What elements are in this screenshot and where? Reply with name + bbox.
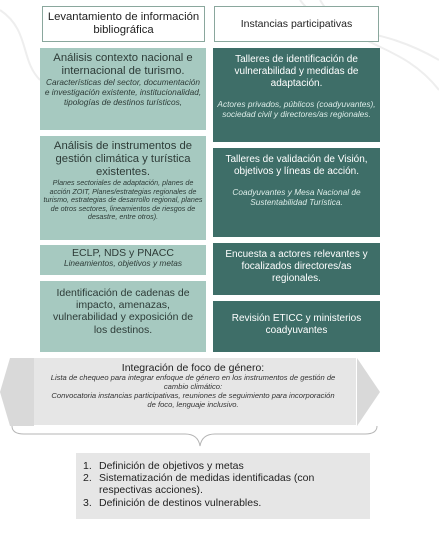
result-text: Definición de objetivos y metas: [99, 460, 244, 472]
box-validation-workshops: [213, 148, 380, 237]
header-participation: [214, 6, 379, 42]
result-item: [83, 497, 369, 509]
box-vulnerability-workshops: [213, 48, 380, 142]
validation-workshops-title: Talleres de validación de Visión, objetivos y líneas de acción.: [225, 154, 368, 177]
gender-convocation-text: Convocatoria instancias participativas, reuniones de seguimiento para incorporación de foco, lenguaje inclusivo.: [51, 390, 335, 409]
box-instruments-analysis: [40, 136, 206, 240]
etic-review-title: Revisión ETICC y ministerios coadyuvantes: [231, 313, 362, 336]
brace-connector: [0, 424, 439, 454]
result-number: 3.: [83, 496, 92, 509]
result-text: Sistematización de medidas identificadas (con respectivas acciones).: [99, 472, 315, 497]
result-text: Definición de destinos vulnerables.: [99, 496, 262, 509]
vulnerability-workshops-title: Talleres de identificación de vulnerabilidad y medidas de adaptación.: [234, 54, 359, 89]
header-literature: [42, 6, 205, 42]
gender-integration: [49, 362, 337, 410]
box-impact-chains: [40, 281, 206, 352]
vulnerability-workshops-detail: Actores privados, públicos (coadyuvantes), sociedad civil y directores/as regionales.: [217, 99, 376, 119]
results-box: [76, 453, 370, 519]
result-item: [83, 460, 369, 472]
box-context-analysis: [40, 48, 206, 130]
instruments-analysis-title: Análisis de instrumentos de gestión climática y turística existentes.: [53, 140, 193, 178]
box-survey: [213, 243, 380, 295]
header-participation-label: Instancias participativas: [240, 18, 353, 30]
validation-workshops-detail: Coadyuvantes y Mesa Nacional de Sustentabilidad Turística.: [232, 187, 361, 207]
result-item: [83, 472, 369, 496]
header-literature-label: Levantamiento de información bibliográfica: [47, 11, 200, 36]
result-number: 1.: [83, 460, 92, 472]
survey-title: Encuesta a actores relevantes y focalizados directores/as regionales.: [225, 249, 368, 284]
instruments-analysis-detail: Planes sectoriales de adaptación, planes de acción ZOIT, Planes/estrategias regionales de turismo, estrategias de desarrollo regional, planes de otros sectores, lineamientos de riesgos de desastre, entre otros).: [43, 178, 203, 221]
context-analysis-title: Análisis contexto nacional e internacional de turismo.: [53, 52, 193, 77]
eclp-detail: Lineamientos, objetivos y metas: [63, 258, 183, 268]
gender-title: Integración de foco de género:: [121, 362, 265, 374]
context-analysis-detail: Características del sector, documentación e investigación existente, institucionalidad, tipologías de destinos turísticos,: [44, 77, 202, 107]
impact-chains-title: Identificación de cadenas de impacto, amenazas, vulnerabilidad y exposición de los destinos.: [52, 287, 194, 336]
eclp-title: ECLP, NDS y PNACC: [72, 247, 174, 259]
result-number: 2.: [83, 472, 92, 485]
gender-checklist-text: Lista de chequeo para integrar enfoque de género en los instrumentos de gestión de cambio climático:: [50, 373, 336, 391]
box-etic-review: [213, 301, 380, 352]
box-eclp: [40, 245, 206, 275]
results-list: [83, 460, 369, 509]
